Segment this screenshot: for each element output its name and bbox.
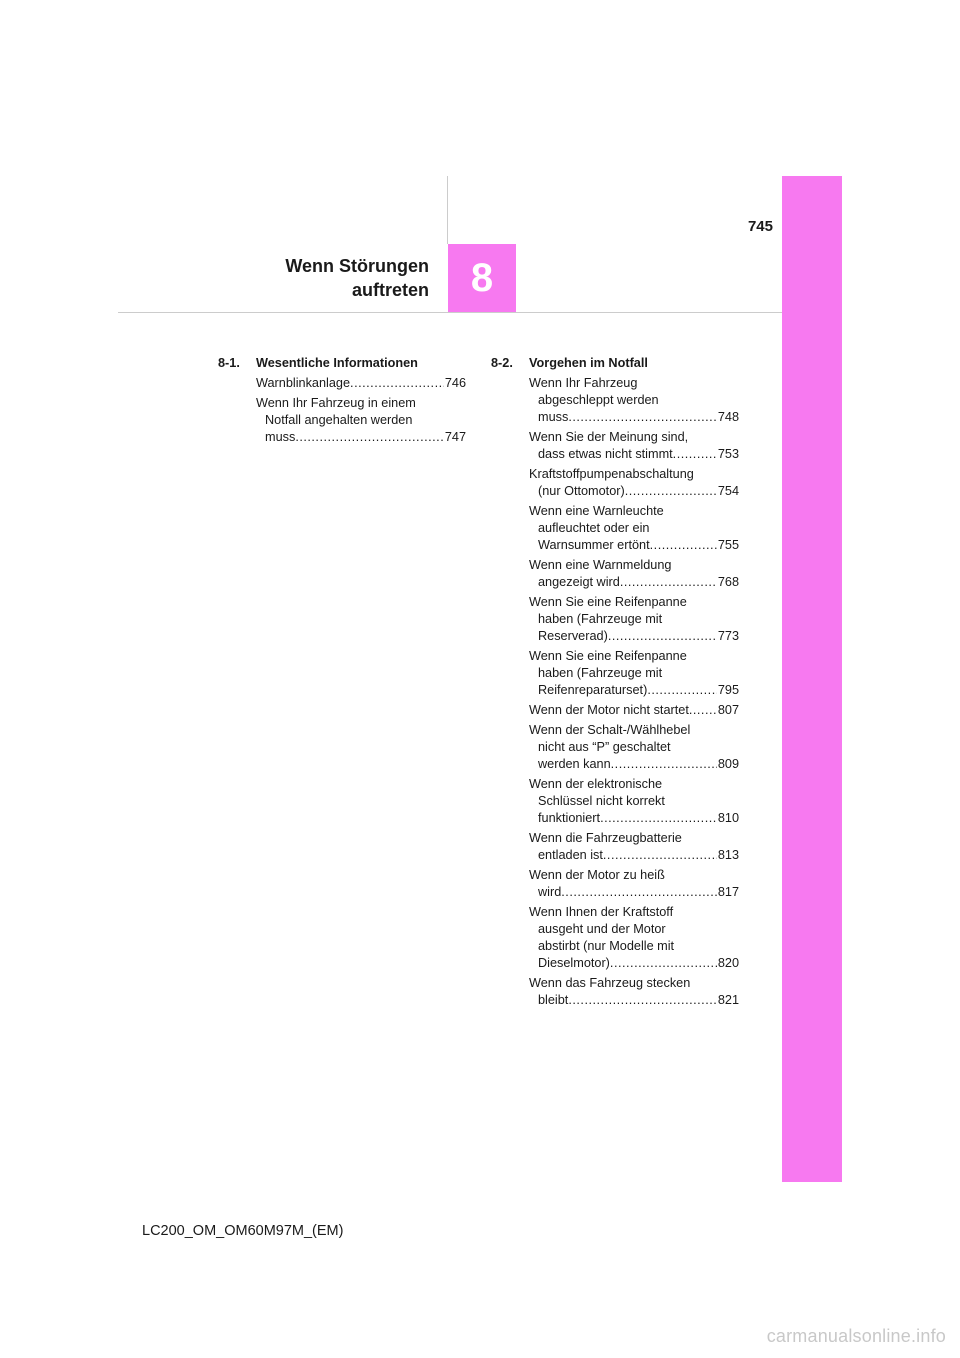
toc-entry-link[interactable] — [529, 867, 739, 901]
toc-entry-text: angezeigt wird — [538, 575, 620, 589]
dot-leader — [625, 483, 717, 500]
toc-entry-text: (nur Ottomotor) — [538, 484, 625, 498]
toc-entry-text: Dieselmotor) — [538, 956, 610, 970]
toc-entry-text: Wenn Ihnen der Kraftstoff — [529, 905, 674, 919]
toc-page-number: 748 — [717, 410, 739, 424]
toc-entry-row — [256, 375, 466, 392]
toc-entry-row — [529, 409, 739, 426]
toc-entry-row — [256, 429, 466, 446]
toc-section-8-2 — [491, 355, 739, 1012]
toc-entry-text: Wenn eine Warnleuchte — [529, 504, 664, 518]
watermark: carmanualsonline.info — [766, 1326, 946, 1346]
section-number: 8-2. — [491, 356, 513, 370]
toc-entry-row — [529, 628, 739, 645]
toc-entry-row — [529, 537, 739, 554]
toc-entry-text: Warnsummer ertönt — [538, 538, 650, 552]
toc-entry-link[interactable] — [529, 429, 739, 463]
dot-leader — [611, 756, 717, 773]
toc-entry-text: haben (Fahrzeuge mit — [538, 612, 663, 626]
dot-leader — [620, 574, 717, 591]
toc-entry-text: Wenn das Fahrzeug stecken — [529, 976, 691, 990]
toc-entry-row — [529, 810, 739, 827]
header-horizontal-rule — [118, 312, 782, 313]
toc-entry-text: Wenn der Schalt-/Wählhebel — [529, 723, 691, 737]
toc-entry-row — [529, 756, 739, 773]
chapter-number: 8 — [470, 255, 494, 300]
toc-entry-text: Wenn der elektronische — [529, 777, 663, 791]
dot-leader — [647, 682, 717, 699]
toc-entry-text: wird — [538, 885, 562, 899]
toc-entry-text: bleibt — [538, 993, 569, 1007]
toc-entry-text: Wenn eine Warnmeldung — [529, 558, 672, 572]
toc-section-8-1 — [218, 355, 466, 449]
dot-leader — [603, 847, 717, 864]
toc-entry-link[interactable] — [529, 557, 739, 591]
dot-leader — [568, 992, 716, 1009]
toc-entry-text: Wenn die Fahrzeugbatterie — [529, 831, 682, 845]
toc-entry-text: Notfall angehalten werden — [265, 413, 413, 427]
toc-entry-text: Wenn der Motor nicht startet — [529, 703, 689, 717]
toc-entry-text: Warnblinkanlage — [256, 376, 351, 390]
toc-entry-text: abgeschleppt werden — [538, 393, 659, 407]
dot-leader — [689, 702, 717, 719]
toc-entry-row — [529, 847, 739, 864]
toc-entry-link[interactable] — [529, 375, 739, 426]
toc-page-number: 820 — [717, 956, 739, 970]
toc-entry-text: Wenn Ihr Fahrzeug — [529, 376, 638, 390]
toc-entry-text: nicht aus “P” geschaltet — [538, 740, 671, 754]
toc-entry-text: muss — [538, 410, 569, 424]
section-number: 8-1. — [218, 356, 240, 370]
toc-entry-text: Schlüssel nicht korrekt — [538, 794, 665, 808]
toc-page-number: 754 — [717, 484, 739, 498]
toc-page-number: 807 — [717, 703, 739, 717]
toc-entry-text: Wenn Sie eine Reifenpanne — [529, 595, 687, 609]
dot-leader — [568, 409, 717, 426]
chapter-title-line1: Wenn Störungen — [285, 256, 429, 276]
toc-entry-text: Wenn Sie eine Reifenpanne — [529, 649, 687, 663]
dot-leader — [350, 375, 444, 392]
toc-page-number: 768 — [717, 575, 739, 589]
section-heading — [218, 355, 466, 372]
document-code: LC200_OM_OM60M97M_(EM) — [142, 1223, 344, 1239]
toc-entry-text: haben (Fahrzeuge mit — [538, 666, 663, 680]
toc-entry-text: Reserverad) — [538, 629, 608, 643]
toc-page-number: 810 — [717, 811, 739, 825]
toc-entry-text: aufleuchtet oder ein — [538, 521, 650, 535]
dot-leader — [600, 810, 717, 827]
toc-entry-link[interactable] — [529, 702, 739, 719]
toc-entry-text: ausgeht und der Motor — [538, 922, 666, 936]
toc-entry-text: Wenn Ihr Fahrzeug in einem — [256, 396, 416, 410]
toc-entry-link[interactable] — [529, 503, 739, 554]
toc-entries — [491, 375, 739, 1009]
dot-leader — [608, 628, 717, 645]
dot-leader — [673, 446, 717, 463]
toc-page-number: 795 — [717, 683, 739, 697]
toc-entry-text: Wenn der Motor zu heiß — [529, 868, 665, 882]
toc-entry-link[interactable] — [529, 904, 739, 972]
dot-leader — [295, 429, 444, 446]
toc-entry-row — [529, 446, 739, 463]
dot-leader — [610, 955, 717, 972]
toc-entry-text: Kraftstoffpumpenabschaltung — [529, 467, 694, 481]
toc-entry-link[interactable] — [529, 648, 739, 699]
dot-leader — [650, 537, 717, 554]
toc-page-number: 747 — [444, 430, 466, 444]
toc-entry-row — [529, 955, 739, 972]
dot-leader — [561, 884, 717, 901]
toc-entry-text: abstirbt (nur Modelle mit — [538, 939, 675, 953]
toc-entry-link[interactable] — [529, 722, 739, 773]
section-title: Wesentliche Informationen — [256, 356, 418, 370]
toc-entry-link[interactable] — [256, 375, 466, 392]
toc-entry-row — [529, 682, 739, 699]
toc-entry-text: werden kann — [538, 757, 611, 771]
toc-entry-text: entladen ist — [538, 848, 603, 862]
toc-entry-link[interactable] — [529, 594, 739, 645]
toc-entry-link[interactable] — [256, 395, 466, 446]
toc-entry-link[interactable] — [529, 975, 739, 1009]
toc-page-number: 773 — [717, 629, 739, 643]
toc-entry-text: funktioniert — [538, 811, 601, 825]
toc-entry-link[interactable] — [529, 830, 739, 864]
toc-entry-row — [529, 992, 739, 1009]
toc-page-number: 813 — [717, 848, 739, 862]
chapter-thumb-tab — [782, 176, 842, 1182]
toc-entry-row — [529, 574, 739, 591]
toc-entry-link[interactable] — [529, 776, 739, 827]
header-vertical-rule — [447, 176, 448, 244]
page-number: 745 — [747, 218, 773, 235]
toc-entry-text: muss — [265, 430, 296, 444]
chapter-title — [285, 254, 429, 302]
chapter-number-badge — [448, 244, 516, 312]
toc-page-number: 755 — [717, 538, 739, 552]
section-heading — [491, 355, 739, 372]
toc-page-number: 753 — [717, 447, 739, 461]
toc-entry-row — [529, 702, 739, 719]
toc-page-number: 817 — [717, 885, 739, 899]
toc-page-number: 809 — [717, 757, 739, 771]
toc-entry-row — [529, 483, 739, 500]
section-title: Vorgehen im Notfall — [529, 356, 648, 370]
toc-page-number: 746 — [444, 376, 466, 390]
toc-entry-link[interactable] — [529, 466, 739, 500]
toc-entry-row — [529, 884, 739, 901]
toc-entry-text: dass etwas nicht stimmt — [538, 447, 673, 461]
toc-entries — [218, 375, 466, 446]
chapter-title-line2: auftreten — [351, 280, 429, 300]
toc-page-number: 821 — [717, 993, 739, 1007]
toc-entry-text: Reifenreparaturset) — [538, 683, 648, 697]
toc-entry-text: Wenn Sie der Meinung sind, — [529, 430, 689, 444]
